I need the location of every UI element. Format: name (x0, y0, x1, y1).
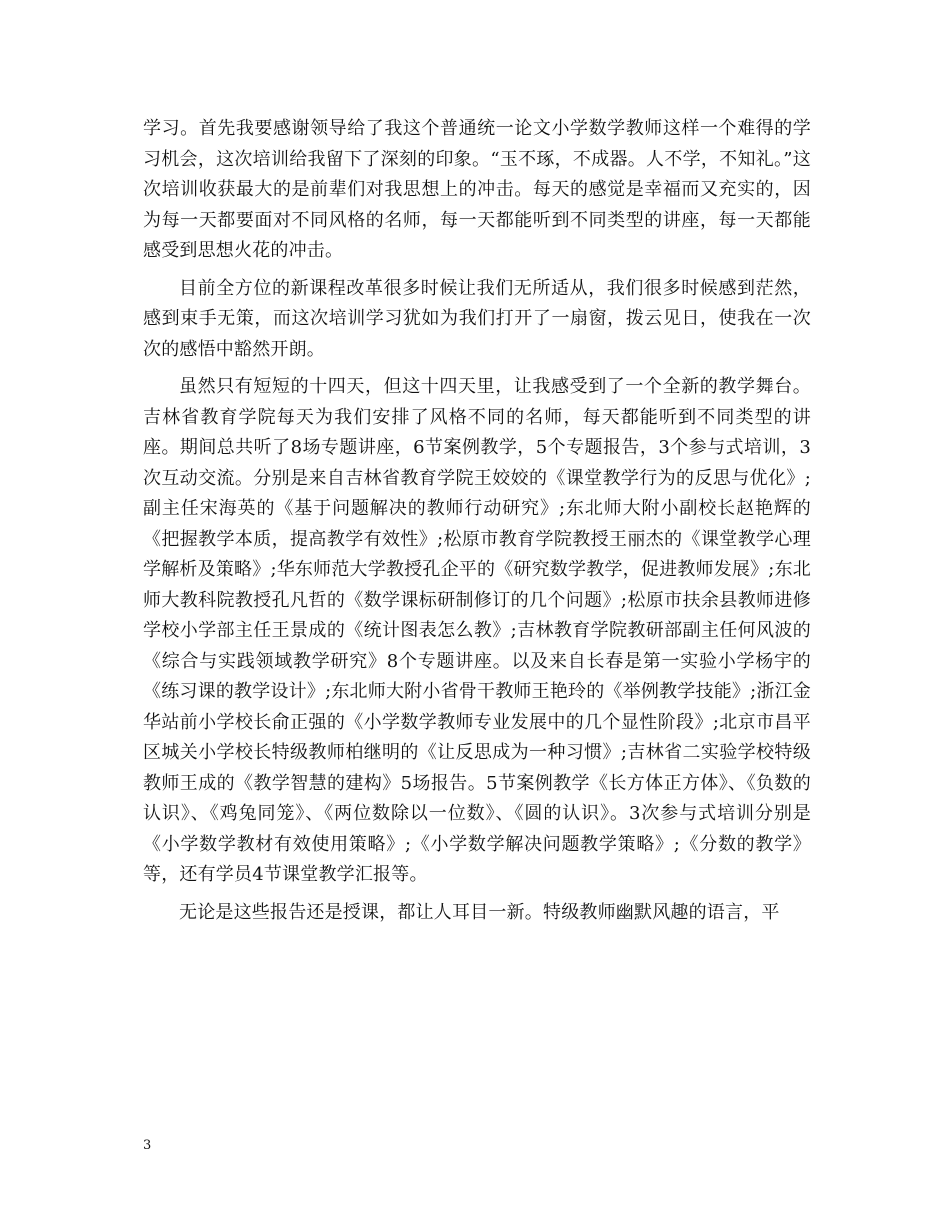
paragraph-2: 目前全方位的新课程改革很多时候让我们无所适从，我们很多时候感到茫然，感到束手无策，而这次培训学习犹如为我们打开了一扇窗，拨云见日，使我在一次次的感悟中豁然开朗。 (143, 277, 811, 360)
page-number: 3 (143, 1138, 152, 1153)
paragraph-1: 学习。首先我要感谢领导给了我这个普通统一论文小学数学教师这样一个难得的学习机会，这次培训给我留下了深刻的印象。“玉不琢，不成器。人不学，不知礼。”这次培训收获最大的是前辈们对我思想上的冲击。每天的感觉是幸福而又充实的，因为每一天都要面对不同风格的名师，每一天都能听到不同类型的讲座，每一天都能感受到思想火花的冲击。 (143, 118, 811, 261)
paragraph-4: 无论是这些报告还是授课，都让人耳目一新。特级教师幽默风趣的语言，平 (179, 901, 780, 923)
document-body (143, 114, 811, 928)
paragraph-3: 虽然只有短短的十四天，但这十四天里，让我感受到了一个全新的教学舞台。吉林省教育学院每天为我们安排了风格不同的名师，每天都能听到不同类型的讲座。期间总共听了8场专题讲座，6节案例教学，5个专题报告，3个参与式培训，3次互动交流。分别是来自吉林省教育学院王姣姣的《课堂教学行为的反思与优化》;副主任宋海英的《基于问题解决的教师行动研究》;东北师大附小副校长赵艳辉的《把握教学本质，提高教学有效性》;松原市教育学院教授王丽杰的《课堂教学心理学解析及策略》;华东师范大学教授孔企平的《研究数学教学，促进教师发展》;东北师大教科院教授孔凡哲的《数学课标研制修订的几个问题》;松原市扶余县教师进修学校小学部主任王景成的《统计图表怎么教》;吉林教育学院教研部副主任何风波的《综合与实践领域教学研究》8个专题讲座。以及来自长春是第一实验小学杨宇的《练习课的教学设计》;东北师大附小省骨干教师王艳玲的《举例教学技能》;浙江金华站前小学校长俞正强的《小学数学教师专业发展中的几个显性阶段》;北京市昌平区城关小学校长特级教师柏继明的《让反思成为一种习惯》;吉林省二实验学校特级教师王成的《教学智慧的建构》5场报告。5节案例教学《长方体正方体》、《负数的认识》、《鸡兔同笼》、《两位数除以一位数》、《圆的认识》。3次参与式培训分别是《小学数学教材有效使用策略》;《小学数学解决问题教学策略》;《分数的教学》等，还有学员4节课堂教学汇报等。 (143, 376, 811, 885)
